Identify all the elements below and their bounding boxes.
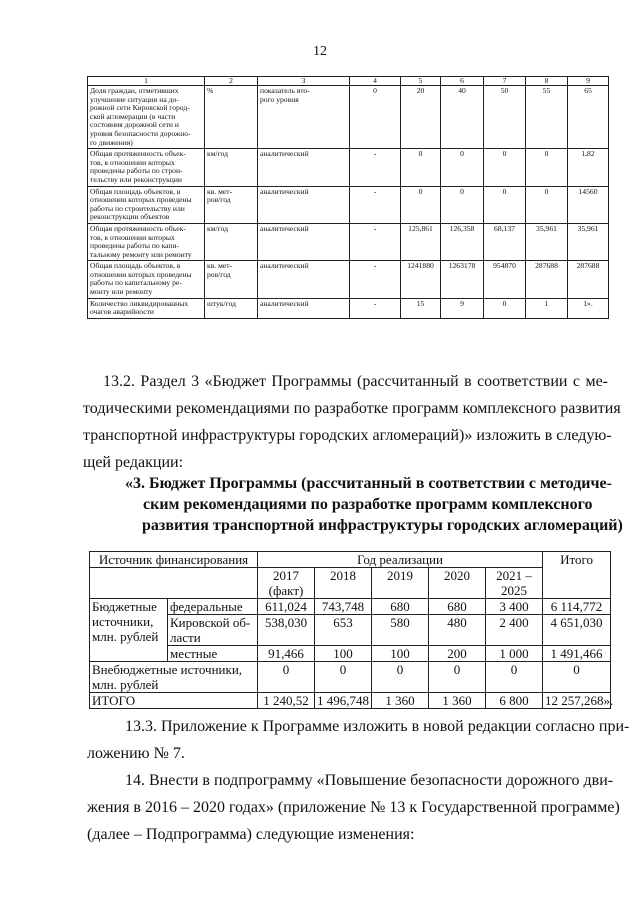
cell-line: аналитический xyxy=(260,149,309,159)
cell-line: показатель вто- xyxy=(260,86,310,95)
table-row xyxy=(88,186,609,223)
cell: 1 496,748 xyxy=(315,693,372,709)
indicator-value: 0 xyxy=(484,149,526,186)
cell: 3 400 xyxy=(486,599,543,615)
cell-line: тельству или реконструкции xyxy=(90,174,182,184)
cell-line: Общая площадь объектов, в xyxy=(90,186,181,196)
cell-total: 1 491,466 xyxy=(543,646,611,662)
indicator-name xyxy=(88,261,205,298)
cell: 91,466 xyxy=(258,646,315,662)
cell-total: 4 651,030 xyxy=(543,615,611,646)
cell: 743,748 xyxy=(315,599,372,615)
indicator-unit xyxy=(205,86,258,149)
cell-line: рожной сети Кировской город- xyxy=(90,103,190,113)
row-label-regional: Кировской об- ласти xyxy=(168,615,258,646)
cell: 100 xyxy=(315,646,372,662)
indicator-value: - xyxy=(350,149,401,186)
indicator-value: 0 xyxy=(350,86,401,149)
indicator-value: 1,82 xyxy=(568,149,609,186)
year-2018: 2018 xyxy=(315,568,372,599)
indicator-value: 35,961 xyxy=(568,223,609,260)
indicator-name xyxy=(88,149,205,186)
cell-line: Общая протяженность объек- xyxy=(90,223,186,233)
cell-line: Количество ликвидированных xyxy=(90,298,189,308)
indicator-name xyxy=(88,298,205,318)
column-number: 9 xyxy=(568,77,609,86)
row-label-federal: федеральные xyxy=(168,599,258,615)
cell-line: кв. мет- xyxy=(207,186,233,196)
indicator-source xyxy=(258,261,350,298)
column-number: 4 xyxy=(350,77,401,86)
indicator-value: - xyxy=(350,223,401,260)
cell-line: ров/год xyxy=(207,269,231,279)
cell-line: аналитический xyxy=(260,186,309,196)
heading-line: ским рекомендациями по разработке программ комплексного xyxy=(143,496,593,513)
cell: 611,024 xyxy=(258,599,315,615)
cell-line: штук/год xyxy=(207,298,237,308)
indicator-value: 40 xyxy=(441,86,484,149)
text-line: (далее – Подпрограмма) следующие изменения: xyxy=(87,826,415,843)
text-line: жения в 2016 – 2020 годах» (приложение № 13 к Государственной программе) xyxy=(87,799,620,816)
cell-line: аналитический xyxy=(260,298,309,308)
indicator-value: 14560 xyxy=(568,186,609,223)
cell: 0 xyxy=(486,662,543,693)
budget-section-heading xyxy=(103,473,623,536)
indicator-value: 954870 xyxy=(484,261,526,298)
indicator-value: 20 xyxy=(401,86,441,149)
row-label-itogo: ИТОГО xyxy=(90,693,258,709)
text-line: 14. Внести в подпрограмму «Повышение безопасности дорожного дви- xyxy=(125,772,614,789)
indicator-unit xyxy=(205,186,258,223)
text-line: транспортной инфраструктуры городских агломераций)» изложить в следую- xyxy=(83,427,612,444)
indicator-value: 0 xyxy=(526,186,568,223)
cell: 680 xyxy=(372,599,429,615)
cell-line: работы по строительству или xyxy=(90,203,185,213)
indicator-source xyxy=(258,223,350,260)
cell-line: очагов аварийности xyxy=(90,307,154,317)
cell: 1 360 xyxy=(429,693,486,709)
table-row xyxy=(88,223,609,260)
header-total: Итого xyxy=(543,552,611,599)
cell-line: работы по капитальному ре- xyxy=(90,278,182,288)
column-number: 3 xyxy=(258,77,350,86)
indicator-value: - xyxy=(350,261,401,298)
indicator-value: 55 xyxy=(526,86,568,149)
column-number: 2 xyxy=(205,77,258,86)
header-row xyxy=(88,77,609,86)
indicator-source xyxy=(258,149,350,186)
text-line: 13.2. Раздел 3 «Бюджет Программы (рассчитанный в соответствии с ме- xyxy=(103,373,608,390)
indicator-value: 65 xyxy=(568,86,609,149)
indicator-source xyxy=(258,298,350,318)
indicator-unit xyxy=(205,298,258,318)
page-number: 12 xyxy=(313,44,327,59)
column-number: 7 xyxy=(484,77,526,86)
cell: 653 xyxy=(315,615,372,646)
cell: 1 000 xyxy=(486,646,543,662)
cell-line: аналитический xyxy=(260,223,309,233)
header-source: Источник финансирования xyxy=(90,552,258,568)
indicator-value: 0 xyxy=(441,149,484,186)
text-line: ложению № 7. xyxy=(87,745,185,762)
column-number: 1 xyxy=(88,77,205,86)
cell: 0 xyxy=(429,662,486,693)
cell: 1 240,52 xyxy=(258,693,315,709)
table-row xyxy=(88,298,609,318)
indicator-unit xyxy=(205,149,258,186)
indicator-value: - xyxy=(350,186,401,223)
table-row xyxy=(88,261,609,298)
indicator-name xyxy=(88,186,205,223)
cell-total: 12 257,268». xyxy=(543,693,611,709)
cell: 580 xyxy=(372,615,429,646)
indicator-value: 0 xyxy=(441,186,484,223)
heading-line: «3. Бюджет Программы (рассчитанный в соответствии с методиче- xyxy=(125,475,612,492)
indicator-value: 1». xyxy=(568,298,609,318)
cell-line: отношении которых проведены xyxy=(90,269,192,279)
indicator-value: 287688 xyxy=(568,261,609,298)
table-row xyxy=(88,149,609,186)
indicator-value: 0 xyxy=(484,298,526,318)
cell-line: Общая площадь объектов, в xyxy=(90,261,181,271)
cell: 0 xyxy=(372,662,429,693)
column-number: 5 xyxy=(401,77,441,86)
row-label-offbudget: Внебюджетные источники, млн. рублей xyxy=(90,662,258,693)
indicator-unit xyxy=(205,261,258,298)
year-2020: 2020 xyxy=(429,568,486,599)
cell-line: тов, в отношении которых xyxy=(90,157,175,167)
year-2021-2025: 2021 – 2025 xyxy=(486,568,543,599)
header-year: Год реализации xyxy=(258,552,543,568)
row-label-local: местные xyxy=(168,646,258,662)
cell: 2 400 xyxy=(486,615,543,646)
cell-line: кв. мет- xyxy=(207,261,233,271)
indicator-source xyxy=(258,86,350,149)
cell-line: монту или ремонту xyxy=(90,287,153,297)
indicator-value: 15 xyxy=(401,298,441,318)
indicator-source xyxy=(258,186,350,223)
budget-table xyxy=(89,551,614,709)
indicator-value: 1 xyxy=(526,298,568,318)
cell-line: Доля граждан, отметивших xyxy=(90,86,179,95)
cell: 0 xyxy=(258,662,315,693)
text-line: 13.3. Приложение к Программе изложить в новой редакции согласно при- xyxy=(125,718,630,735)
cell-line: аналитический xyxy=(260,261,309,271)
column-number: 6 xyxy=(441,77,484,86)
indicator-value: 287688 xyxy=(526,261,568,298)
cell-total: 0 xyxy=(543,662,611,693)
cell-line: рого уровня xyxy=(260,94,299,104)
table-row xyxy=(88,86,609,149)
indicator-name xyxy=(88,223,205,260)
heading-line: развития транспортной инфраструктуры городских агломераций) xyxy=(142,517,623,534)
indicators-table xyxy=(87,76,609,319)
cell-line: % xyxy=(207,86,214,95)
cell-line: уровня безопасности дорожно- xyxy=(90,128,191,138)
indicator-value: 35,961 xyxy=(526,223,568,260)
text-line: тодическими рекомендациями по разработке программ комплексного развития xyxy=(83,400,621,417)
cell-line: тальному ремонту или ремонту xyxy=(90,249,192,259)
paragraph-13-2 xyxy=(83,368,621,476)
indicator-value: - xyxy=(350,298,401,318)
cell-line: проведены работы по капи- xyxy=(90,241,180,251)
indicator-value: 0 xyxy=(401,149,441,186)
cell-line: отношении которых проведены xyxy=(90,195,192,205)
cell-line: Общая протяженность объек- xyxy=(90,149,186,159)
text-line: щей редакции: xyxy=(83,454,184,471)
cell: 200 xyxy=(429,646,486,662)
indicator-value: 126,358 xyxy=(441,223,484,260)
cell-line: ской агломерации (в части xyxy=(90,111,176,121)
cell-line: км/год xyxy=(207,223,228,233)
cell: 680 xyxy=(429,599,486,615)
paragraph-13-3 xyxy=(87,713,630,767)
column-number: 8 xyxy=(526,77,568,86)
cell: 1 360 xyxy=(372,693,429,709)
cell-line: тов, в отношении которых xyxy=(90,232,175,242)
paragraph-14 xyxy=(87,767,620,848)
header-source-blank xyxy=(90,568,258,599)
year-2019: 2019 xyxy=(372,568,429,599)
indicator-unit xyxy=(205,223,258,260)
cell-line: реконструкции объектов xyxy=(90,212,170,222)
cell: 100 xyxy=(372,646,429,662)
indicator-value: 1263178 xyxy=(441,261,484,298)
cell-line: км/год xyxy=(207,149,228,159)
indicator-value: 0 xyxy=(484,186,526,223)
cell-line: го движения) xyxy=(90,137,133,147)
cell-line: улучшение ситуации на до- xyxy=(90,94,179,104)
cell: 0 xyxy=(315,662,372,693)
indicator-value: 0 xyxy=(526,149,568,186)
year-2017: 2017 (факт) xyxy=(258,568,315,599)
cell-line: проведены работы по строи- xyxy=(90,166,183,176)
indicator-value: 0 xyxy=(401,186,441,223)
cell-line: ров/год xyxy=(207,195,231,205)
indicator-value: 1241880 xyxy=(401,261,441,298)
indicator-value: 9 xyxy=(441,298,484,318)
indicator-value: 125,861 xyxy=(401,223,441,260)
budget-group-label: Бюджетные источники, млн. рублей xyxy=(90,599,168,662)
cell: 480 xyxy=(429,615,486,646)
cell: 538,030 xyxy=(258,615,315,646)
cell: 6 800 xyxy=(486,693,543,709)
indicator-value: 50 xyxy=(484,86,526,149)
indicator-name xyxy=(88,86,205,149)
indicator-value: 68,137 xyxy=(484,223,526,260)
cell-line: состояния дорожной сети и xyxy=(90,120,179,130)
cell-total: 6 114,772 xyxy=(543,599,611,615)
